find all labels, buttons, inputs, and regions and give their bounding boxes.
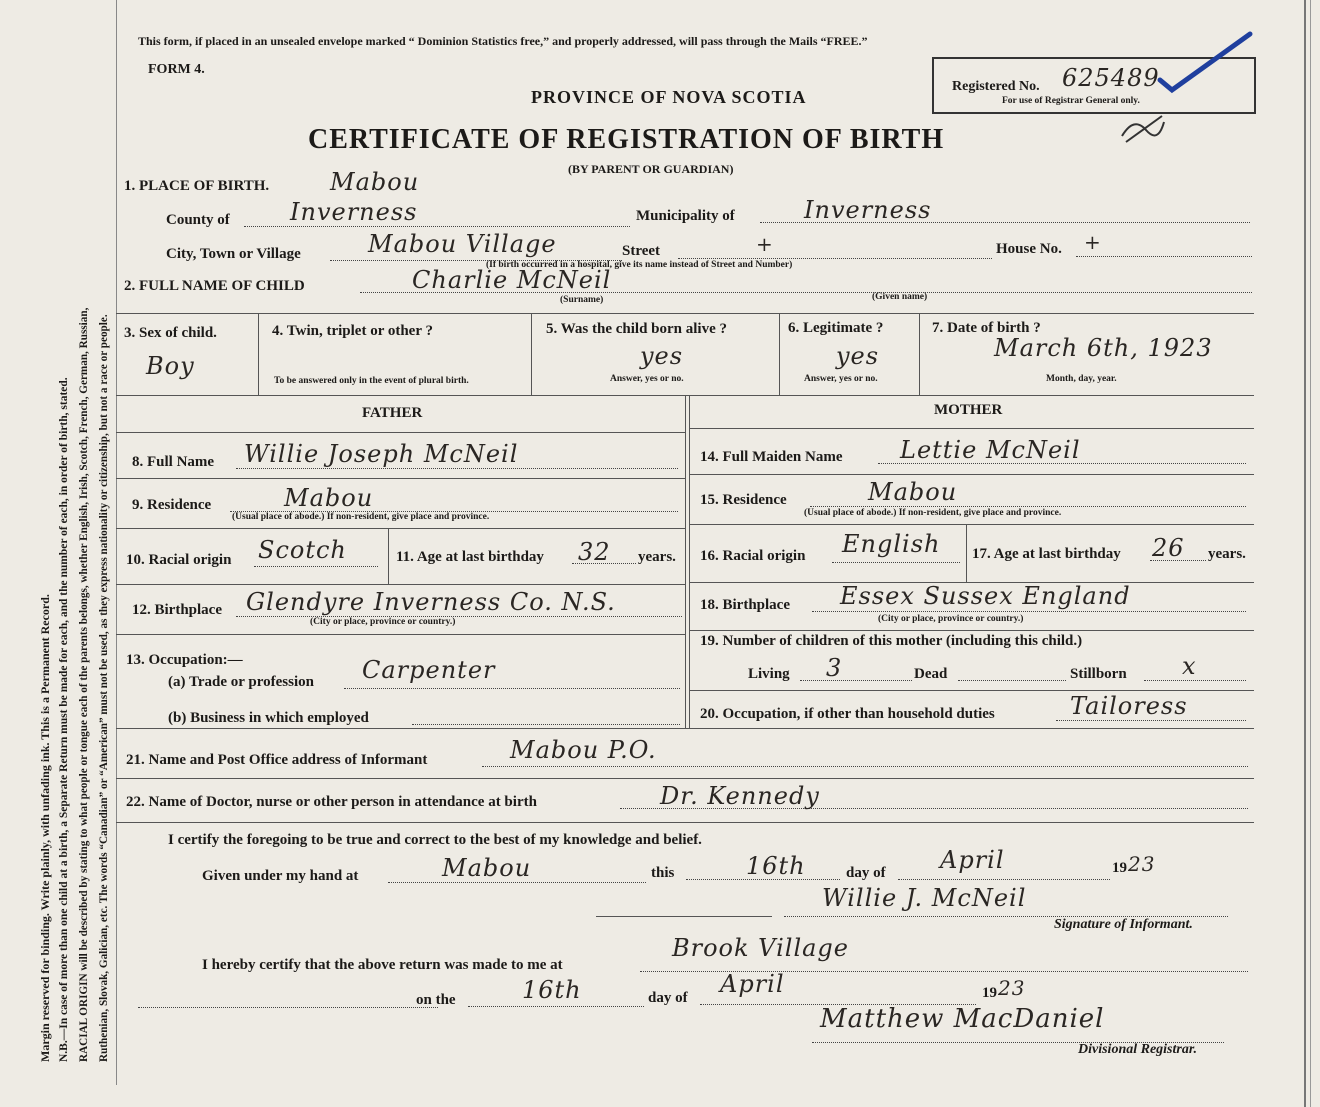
father-age-label: 11. Age at last birthday xyxy=(396,549,544,565)
informant-line xyxy=(482,766,1248,767)
registrar-signature-label: Divisional Registrar. xyxy=(1078,1042,1198,1057)
informant-value: Mabou P.O. xyxy=(510,736,657,764)
mother-dead-line xyxy=(958,680,1066,681)
mother-living-label: Living xyxy=(748,666,790,682)
margin-text-1: Margin reserved for binding. Write plainly, with unfading ink. This is a Permanent Record. xyxy=(38,594,52,1062)
given-place-line xyxy=(388,882,646,883)
margin-text-2: N.B.—In case of more than one child at a birth, a Separate Return must be made for each, and the number of each, in order of birth, stated. xyxy=(58,377,70,1062)
mother-age-unit: years. xyxy=(1208,546,1246,562)
pencil-scribble-icon xyxy=(1118,112,1168,146)
father-racial-label: 10. Racial origin xyxy=(126,552,232,568)
mother-name-value: Lettie McNeil xyxy=(900,436,1081,464)
reg-year-value: 23 xyxy=(998,976,1026,1000)
father-birthplace-label: 12. Birthplace xyxy=(132,602,222,618)
father-residence-value: Mabou xyxy=(284,484,374,512)
registrar-signature: Matthew MacDaniel xyxy=(820,1004,1105,1034)
mother-occupation-line xyxy=(1056,720,1246,721)
binding-margin-line xyxy=(116,0,117,1085)
mother-occupation-label: 20. Occupation, if other than household duties xyxy=(700,706,995,722)
year-value: 23 xyxy=(1128,852,1156,876)
mother-residence-note: (Usual place of abode.) If non-resident, give place and province. xyxy=(804,508,1062,518)
city-label: City, Town or Village xyxy=(166,246,301,262)
informant-label: 21. Name and Post Office address of Informant xyxy=(126,752,428,768)
legitimate-value: yes xyxy=(836,342,880,370)
father-rule-4 xyxy=(116,584,685,585)
date-of-birth-label: 7. Date of birth ? xyxy=(932,320,1041,336)
given-name-note: (Given name) xyxy=(872,292,928,302)
street-line xyxy=(678,258,992,259)
mother-birthplace-value: Essex Sussex England xyxy=(840,582,1131,610)
certificate-title: CERTIFICATE OF REGISTRATION OF BIRTH xyxy=(308,124,945,155)
col-rule-2 xyxy=(531,313,532,395)
twin-label: 4. Twin, triplet or other ? xyxy=(272,323,433,339)
child-name-value: Charlie McNeil xyxy=(412,266,612,294)
given-under-label: Given under my hand at xyxy=(202,868,359,884)
month-line xyxy=(898,879,1110,880)
place-of-birth-label: 1. PLACE OF BIRTH. xyxy=(124,178,270,194)
col-rule-4 xyxy=(919,313,920,395)
father-occupation-label: 13. Occupation:— xyxy=(126,652,243,668)
father-birthplace-note: (City or place, province or country.) xyxy=(310,617,456,627)
father-heading: FATHER xyxy=(362,405,423,421)
margin-text-4: Ruthenian, Slovak, Galician, etc. The words “Canadian” or “American” must not be used, as they express nationality or citizenship, but not a race or people. xyxy=(98,314,110,1062)
hospital-note: (If birth occurred in a hospital, give its name instead of Street and Number) xyxy=(486,260,793,270)
father-rule-3 xyxy=(116,528,685,529)
father-trade-value: Carpenter xyxy=(362,656,496,684)
mother-age-label: 17. Age at last birthday xyxy=(972,546,1121,562)
row-rule-top xyxy=(116,313,1254,314)
given-place-value: Mabou xyxy=(442,854,532,882)
checkmark-icon xyxy=(1150,28,1260,98)
mother-rule-2 xyxy=(689,474,1254,475)
on-the-label: on the xyxy=(416,992,456,1008)
mother-rule-5 xyxy=(689,630,1254,631)
father-business-line xyxy=(412,724,680,725)
page-edge xyxy=(1304,0,1306,1107)
mother-living-line xyxy=(800,680,912,681)
mother-residence-value: Mabou xyxy=(868,478,958,506)
doctor-label: 22. Name of Doctor, nurse or other person in attendance at birth xyxy=(126,794,537,810)
father-name-value: Willie Joseph McNeil xyxy=(244,440,519,468)
father-trade-label: (a) Trade or profession xyxy=(168,674,314,690)
informant-signature: Willie J. McNeil xyxy=(822,884,1027,912)
mother-birthplace-note: (City or place, province or country.) xyxy=(878,614,1024,624)
section-rule-doctor xyxy=(116,778,1254,779)
house-line xyxy=(1076,256,1252,257)
date-of-birth-value: March 6th, 1923 xyxy=(994,334,1213,362)
mother-racial-label: 16. Racial origin xyxy=(700,548,806,564)
mother-residence-line xyxy=(810,506,1246,507)
form-number: FORM 4. xyxy=(148,62,205,77)
mother-residence-label: 15. Residence xyxy=(700,492,787,508)
day-of-label: day of xyxy=(846,865,886,881)
section-rule-certify xyxy=(116,822,1254,823)
date-of-birth-note: Month, day, year. xyxy=(1046,374,1117,384)
father-rule-1 xyxy=(116,432,685,433)
mother-stillborn-value: x xyxy=(1182,652,1197,680)
father-age-value: 32 xyxy=(578,538,611,566)
mother-rule-6 xyxy=(689,690,1254,691)
margin-text-3: RACIAL ORIGIN will be described by stating to what people or tongue each of the parents belongs, whether English, Irish, Scotch, French, German, Russian, xyxy=(78,307,90,1062)
registrar-place-value: Brook Village xyxy=(672,934,849,962)
surname-note: (Surname) xyxy=(560,295,604,305)
municipality-label: Municipality of xyxy=(636,208,735,224)
mother-heading: MOTHER xyxy=(934,402,1003,418)
house-value: + xyxy=(1084,230,1102,254)
mother-age-value: 26 xyxy=(1152,534,1185,562)
registered-number: 625489 xyxy=(1062,64,1160,92)
father-name-label: 8. Full Name xyxy=(132,454,215,470)
father-racial-value: Scotch xyxy=(258,536,347,564)
mother-name-label: 14. Full Maiden Name xyxy=(700,449,843,465)
mother-dead-label: Dead xyxy=(914,666,948,682)
reg-day-of-label: day of xyxy=(648,990,688,1006)
father-trade-line xyxy=(344,688,680,689)
mother-racial-value: English xyxy=(842,530,941,558)
street-value: + xyxy=(756,232,774,256)
mother-stillborn-line xyxy=(1144,680,1246,681)
parent-divider-inner xyxy=(689,395,690,728)
father-name-line xyxy=(236,468,678,469)
child-name-label: 2. FULL NAME OF CHILD xyxy=(124,278,305,294)
certificate-subtitle: (BY PARENT OR GUARDIAN) xyxy=(568,162,734,176)
mother-racial-line xyxy=(832,562,960,563)
father-residence-label: 9. Residence xyxy=(132,497,212,513)
mother-birthplace-line xyxy=(812,611,1246,612)
province-heading: PROVINCE OF NOVA SCOTIA xyxy=(531,87,807,107)
informant-signature-label: Signature of Informant. xyxy=(1054,917,1193,932)
mother-rule-1 xyxy=(689,428,1254,429)
alive-label: 5. Was the child born alive ? xyxy=(546,321,727,337)
place-of-birth-value: Mabou xyxy=(330,168,420,196)
year-prefix: 19 xyxy=(1112,860,1127,876)
father-business-label: (b) Business in which employed xyxy=(168,710,369,726)
parent-divider-outer xyxy=(685,395,686,728)
page-edge-inner xyxy=(1310,0,1311,1107)
father-birthplace-value: Glendyre Inverness Co. N.S. xyxy=(246,588,616,616)
alive-note: Answer, yes or no. xyxy=(610,374,684,384)
registered-label: Registered No. xyxy=(952,79,1040,94)
mother-rule-3 xyxy=(689,524,1254,525)
father-residence-note: (Usual place of abode.) If non-resident, give place and province. xyxy=(232,512,490,522)
doctor-value: Dr. Kennedy xyxy=(660,782,820,810)
mother-children-label: 19. Number of children of this mother (including this child.) xyxy=(700,633,1083,649)
postal-notice: This form, if placed in an unsealed envelope marked “ Dominion Statistics free,” and properly addressed, will pass through the Mails “FREE.” xyxy=(138,34,868,48)
city-value: Mabou Village xyxy=(368,230,557,258)
house-label: House No. xyxy=(996,241,1062,257)
blank-signature-line xyxy=(596,916,772,917)
sex-label: 3. Sex of child. xyxy=(124,325,217,341)
municipality-value: Inverness xyxy=(804,196,932,224)
legitimate-note: Answer, yes or no. xyxy=(804,374,878,384)
registrar-left-line xyxy=(138,1007,438,1008)
reg-month-value: April xyxy=(720,970,785,998)
registrar-note: For use of Registrar General only. xyxy=(1002,96,1140,106)
sex-value: Boy xyxy=(146,352,195,380)
month-value: April xyxy=(940,846,1005,874)
alive-value: yes xyxy=(640,342,684,370)
mother-occupation-value: Tailoress xyxy=(1070,692,1188,720)
reg-year-prefix: 19 xyxy=(982,985,997,1001)
col-rule-1 xyxy=(258,313,259,395)
county-value: Inverness xyxy=(290,198,418,226)
father-racial-line xyxy=(254,566,378,567)
father-age-unit: years. xyxy=(638,549,676,565)
street-label: Street xyxy=(622,243,661,259)
father-birthplace-line xyxy=(236,616,682,617)
col-rule-3 xyxy=(779,313,780,395)
this-label: this xyxy=(651,865,675,881)
section-rule-informant xyxy=(116,728,1254,729)
reg-day-value: 16th xyxy=(522,976,582,1004)
twin-note: To be answered only in the event of plural birth. xyxy=(274,376,469,386)
mother-racial-divider xyxy=(966,524,967,582)
mother-birthplace-label: 18. Birthplace xyxy=(700,597,790,613)
reg-day-line xyxy=(468,1006,644,1007)
registrar-statement: I hereby certify that the above return was made to me at xyxy=(202,957,563,973)
mother-living-value: 3 xyxy=(826,654,843,682)
legitimate-label: 6. Legitimate ? xyxy=(788,320,884,336)
father-racial-divider xyxy=(388,528,389,584)
county-line xyxy=(244,226,630,227)
father-rule-2 xyxy=(116,478,685,479)
county-label: County of xyxy=(166,212,230,228)
certify-statement: I certify the foregoing to be true and correct to the best of my knowledge and belief. xyxy=(168,832,702,848)
father-rule-5 xyxy=(116,634,685,635)
day-value: 16th xyxy=(746,852,806,880)
mother-stillborn-label: Stillborn xyxy=(1070,666,1127,682)
